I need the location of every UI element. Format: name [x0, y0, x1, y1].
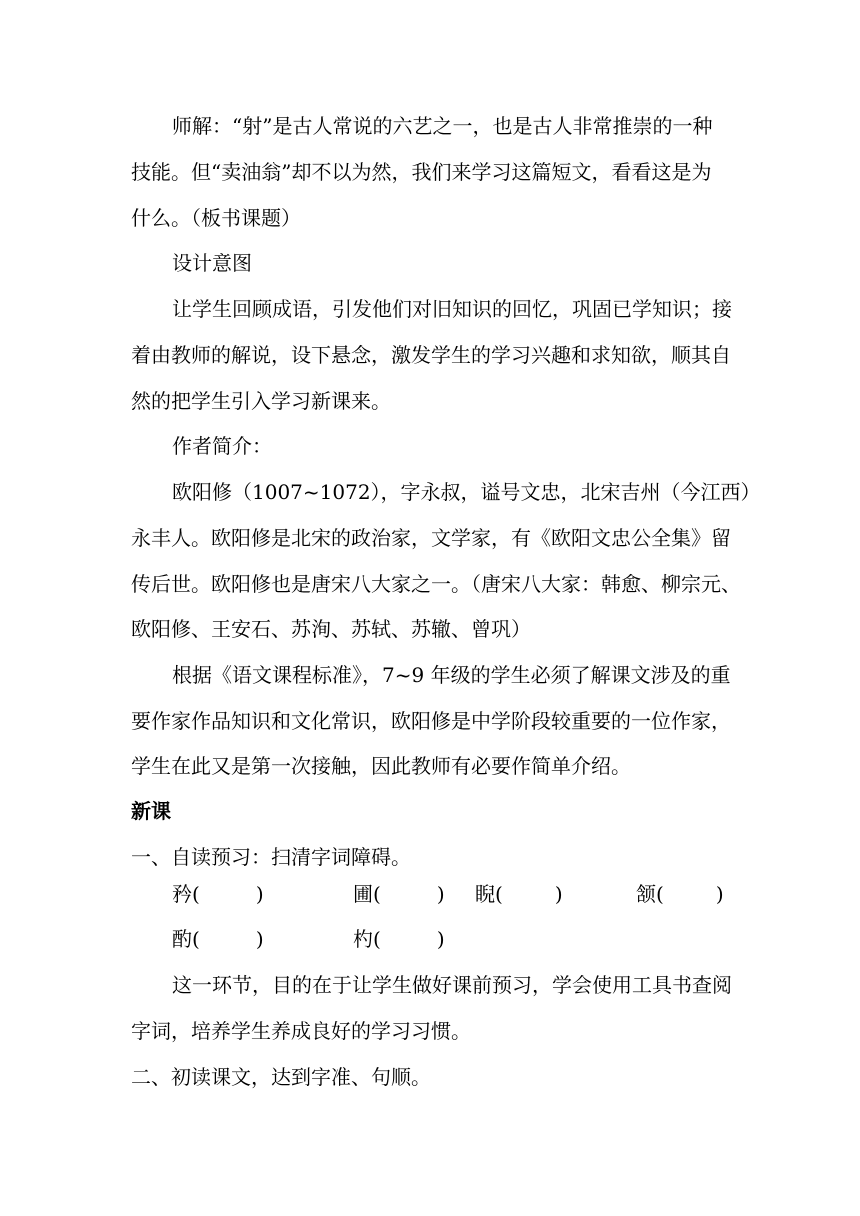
vocab-item: 矜( )	[172, 882, 264, 906]
vocab-char: 酌	[172, 927, 192, 951]
paragraph-line: 着由教师的解说，设下悬念，激发学生的学习兴趣和求知欲，顺其自	[131, 343, 731, 367]
section-heading: 新课	[131, 799, 171, 823]
paragraph-line: 字词，培养学生养成良好的学习习惯。	[131, 1019, 471, 1043]
paragraph-line: 传后世。欧阳修也是唐宋八大家之一。（唐宋八大家：韩愈、柳宗元、	[131, 572, 741, 596]
step-heading: 二、初读课文，达到字准、句顺。	[131, 1065, 431, 1089]
paragraph-line: 这一环节，目的在于让学生做好课前预习，学会使用工具书查阅	[172, 973, 732, 997]
vocab-char: 睨	[475, 882, 495, 906]
vocab-item: 圃( )	[353, 882, 445, 906]
paragraph-line: 师解：“射”是古人常说的六艺之一，也是古人非常推崇的一种	[172, 114, 713, 138]
section-label: 设计意图	[172, 251, 252, 275]
section-label: 作者简介：	[172, 434, 272, 458]
step-heading: 一、自读预习：扫清字词障碍。	[131, 845, 411, 869]
paragraph-line: 要作家作品知识和文化常识，欧阳修是中学阶段较重要的一位作家，	[131, 709, 731, 733]
paragraph-line: 然的把学生引入学习新课来。	[131, 389, 391, 413]
vocab-item: 杓( )	[353, 927, 445, 951]
vocab-char: 圃	[353, 882, 373, 906]
paragraph-line: 根据《语文课程标准》，7~9 年级的学生必须了解课文涉及的重	[172, 663, 731, 687]
paragraph-line: 欧阳修（1007~1072），字永叔，谥号文忠，北宋吉州（今江西）	[172, 480, 761, 504]
vocab-char: 颔	[636, 882, 656, 906]
vocab-item: 颔( )	[636, 882, 724, 906]
paragraph-line: 什么。（板书课题）	[131, 206, 301, 230]
vocab-item: 酌( )	[172, 927, 264, 951]
vocab-char: 矜	[172, 882, 192, 906]
paragraph-line: 让学生回顾成语，引发他们对旧知识的回忆，巩固已学知识；接	[172, 297, 732, 321]
paragraph-line: 技能。但“卖油翁”却不以为然，我们来学习这篇短文，看看这是为	[131, 160, 712, 184]
vocab-item: 睨( )	[475, 882, 563, 906]
paragraph-line: 学生在此又是第一次接触，因此教师有必要作简单介绍。	[131, 754, 631, 778]
vocab-char: 杓	[353, 927, 373, 951]
paragraph-line: 欧阳修、王安石、苏洵、苏轼、苏辙、曾巩）	[131, 617, 531, 641]
paragraph-line: 永丰人。欧阳修是北宋的政治家，文学家，有《欧阳文忠公全集》留	[131, 526, 731, 550]
